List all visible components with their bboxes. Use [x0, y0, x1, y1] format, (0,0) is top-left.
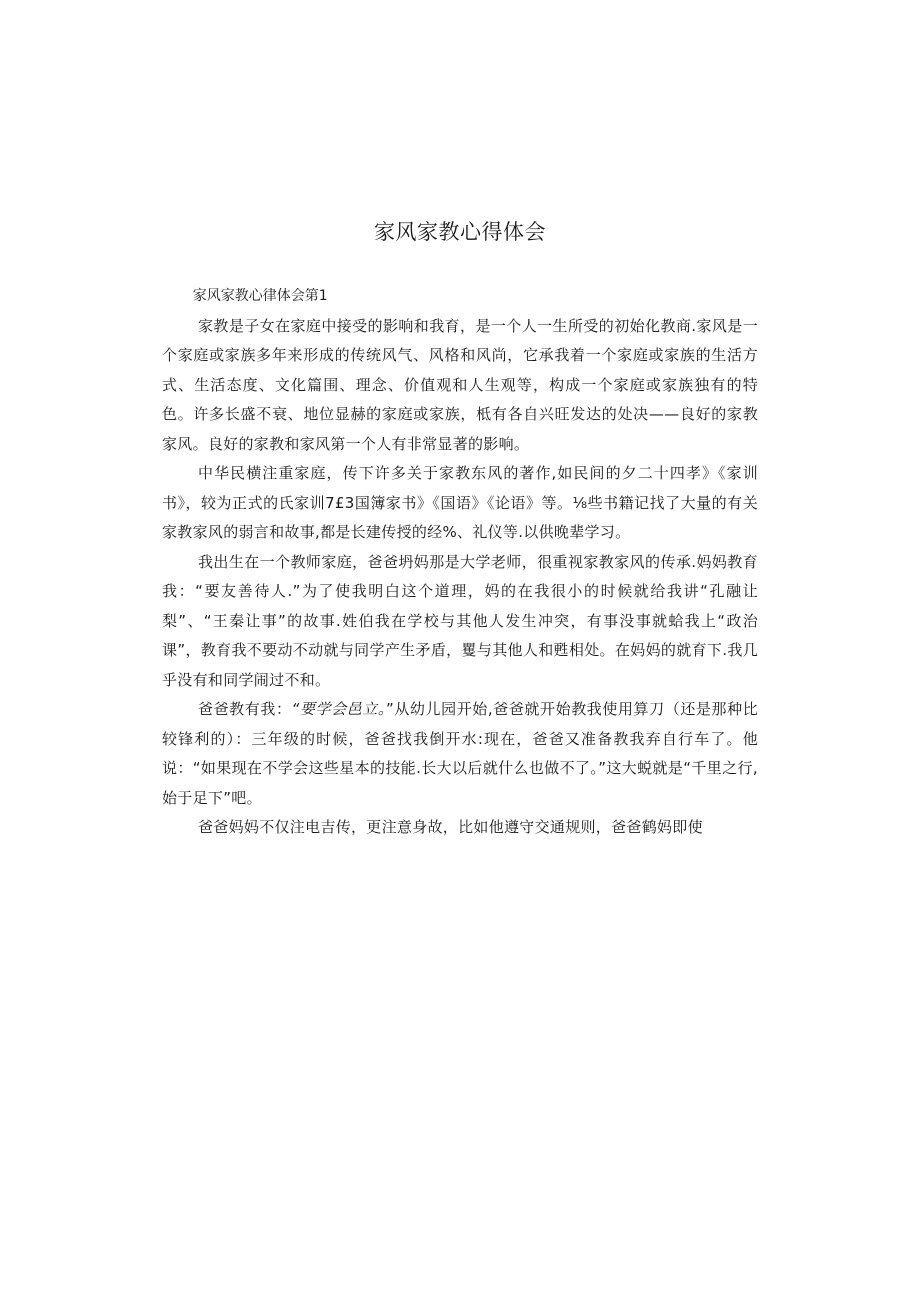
paragraph-4-rest: ”从幼儿园开始,爸爸就开始教我使用算刀（还是那种比较锋利的）：三年级的时候，爸爸找我倒开水:现在，爸爸又准备教我弃自行车了。他说：“如果现在不学会这些星本的技能.长大以后就什么也做不了。”这大蜕就是“千里之行,始于足下”吧。 — [162, 700, 758, 807]
document-body — [162, 282, 758, 843]
paragraph-4-lead: 爸爸教有我： — [198, 700, 292, 718]
paragraph-2: 中华民横注重家庭，传下许多关于家教东风的著作,如民间的夕二十四孝》《家训书》，较为正式的氏家训7£3国簿家书》《国语》《论语》等。⅛些书籍记找了大量的有关家教家风的弱言和故事,都是长建传授的经%、礼仪等.以供晚辈学习。 — [162, 464, 758, 541]
paragraph-4-italic-quote: “要学会邑立。 — [291, 700, 386, 718]
paragraph-4 — [162, 695, 758, 813]
section-heading: 家风家教心律体会第1 — [192, 288, 328, 304]
document-title: 家风家教心得体会 — [374, 220, 546, 244]
paragraph-3: 我出生在一个教师家庭，爸爸坍妈那是大学老师，很重视家教家风的传承.妈妈教育我：“要友善待人.”为了使我明白这个道理，妈的在我很小的时候就给我讲“孔融让梨”、“王秦让事”的故事.姓伯我在学校与其他人发生冲突，有事没事就蛤我上“政治课”，教育我不要动不动就与同学产生矛盾，矍与其他人和甦相处。在妈妈的就育下.我几乎没有和同学闹过不和。 — [162, 552, 758, 689]
paragraph-1: 家教是子女在家庭中接受的影响和我育，是一个人一生所受的初始化教商.家风是一个家庭或家族多年来形成的传统风气、风格和风尚，它承我着一个家庭或家族的生活方式、生活态度、文化篇围、理念、价值观和人生观等，构成一个家庭或家族独有的特色。许多长盛不衰、地位显赫的家庭或家族，柢有各自兴旺发达的处决——良好的家教家风。良好的家教和家风第一个人有非常显著的影响。 — [162, 316, 758, 453]
paragraph-5: 爸爸妈妈不仅注电吉传，更注意身故，比如他遵守交通规则，爸爸鹤妈即使 — [198, 818, 703, 836]
